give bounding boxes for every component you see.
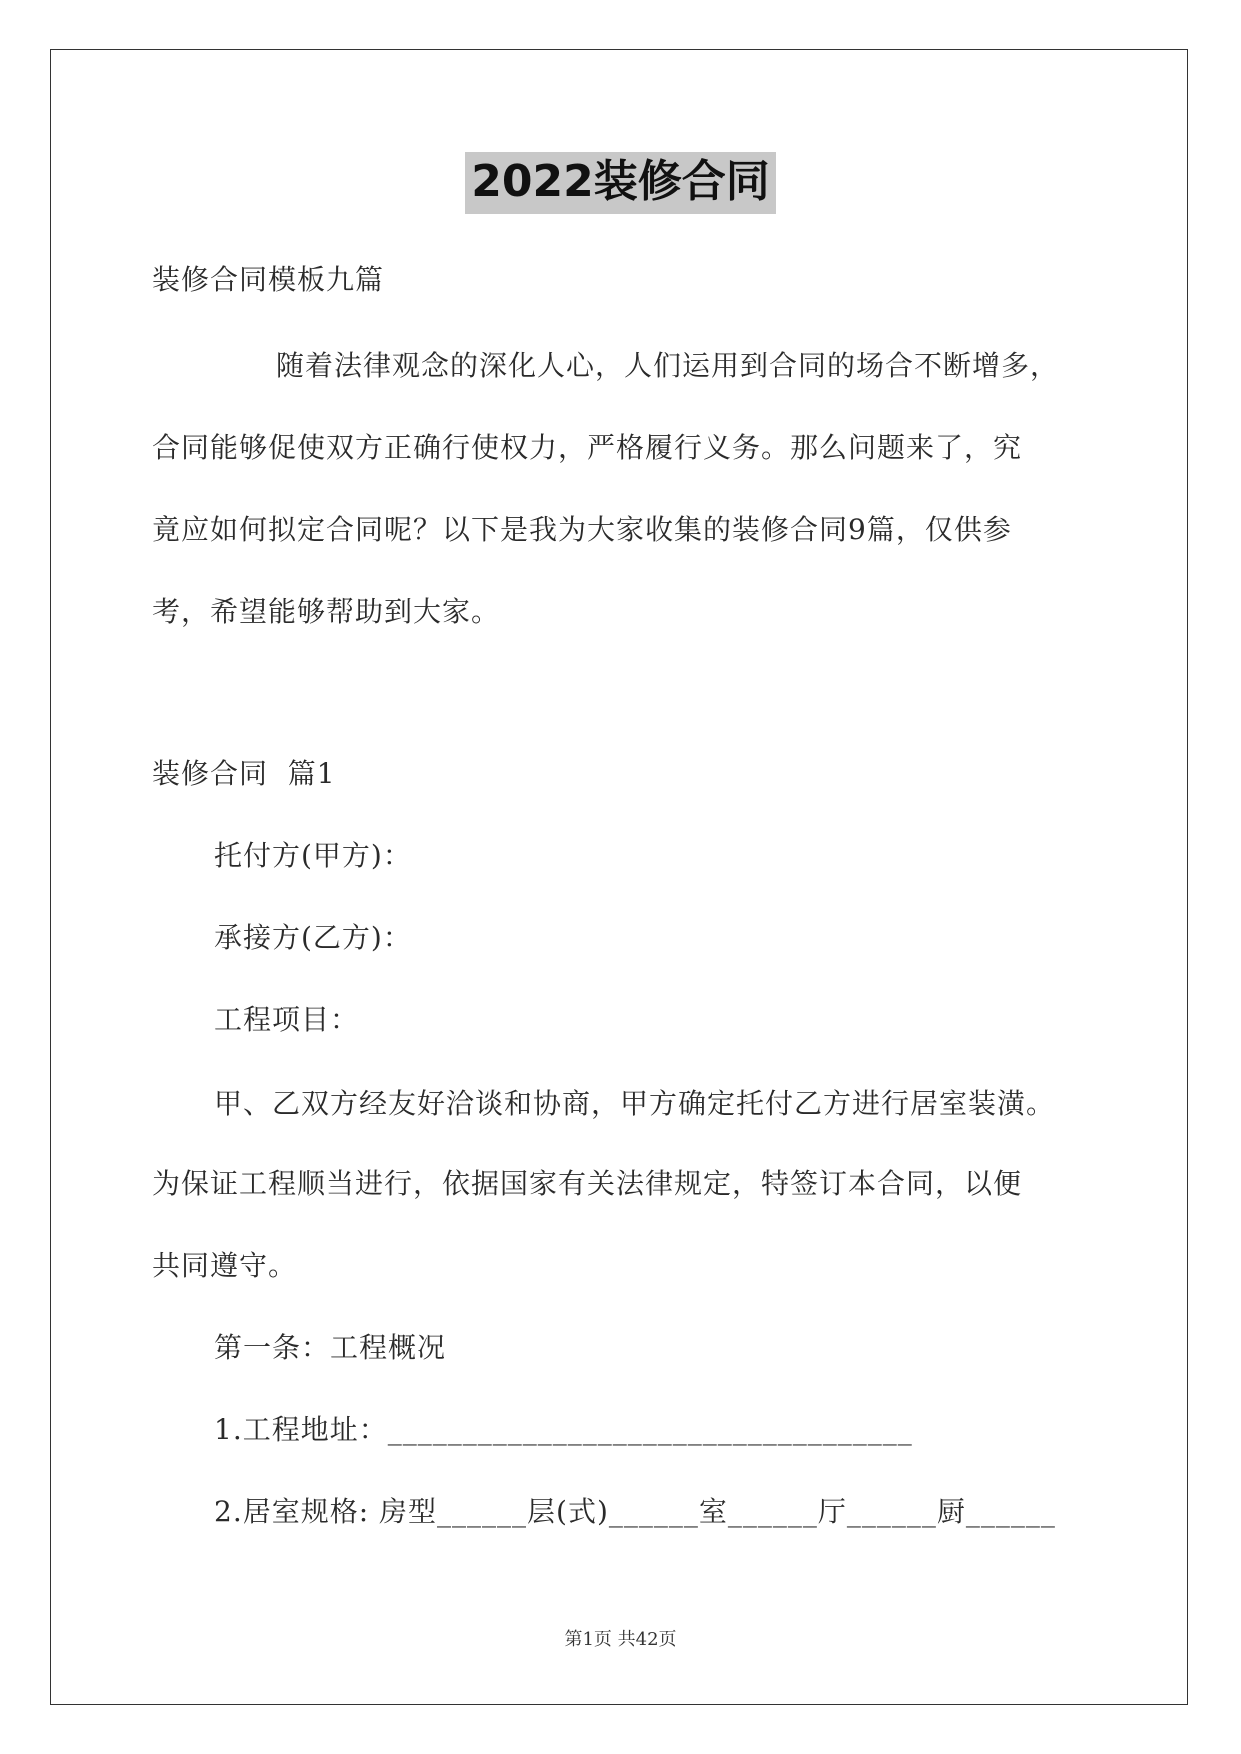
article-1-heading: 第一条：工程概况 (214, 1331, 447, 1364)
page-footer: 第1页 共42页 (564, 1629, 677, 1650)
intro-line-2: 合同能够促使双方正确行使权力，严格履行义务。那么问题来了，究 (152, 431, 1023, 464)
item-1-address: 1.工程地址：___________________________________ (214, 1413, 913, 1446)
intro-line-3: 竟应如何拟定合同呢？以下是我为大家收集的装修合同9篇，仅供参 (152, 513, 1012, 546)
item-2-room-spec: 2.居室规格: 房型______层(式)______室______厅______厨______ (214, 1495, 1056, 1528)
title-wrap (0, 152, 1241, 214)
document-title: 2022装修合同 (465, 152, 775, 214)
party-a-label: 托付方(甲方)： (214, 839, 412, 872)
project-label: 工程项目： (214, 1003, 360, 1036)
body-line-1: 甲、乙双方经友好洽谈和协商，甲方确定托付乙方进行居室装潢。 (214, 1087, 1056, 1120)
intro-line-4: 考，希望能够帮助到大家。 (152, 595, 501, 628)
document-subtitle: 装修合同模板九篇 (152, 263, 385, 296)
body-line-3: 共同遵守。 (152, 1249, 298, 1282)
section-heading: 装修合同 篇1 (152, 757, 336, 790)
intro-line-1: 随着法律观念的深化人心，人们运用到合同的场合不断增多， (276, 349, 1060, 382)
body-line-2: 为保证工程顺当进行，依据国家有关法律规定，特签订本合同，以便 (152, 1167, 1023, 1200)
party-b-label: 承接方(乙方)： (214, 921, 412, 954)
